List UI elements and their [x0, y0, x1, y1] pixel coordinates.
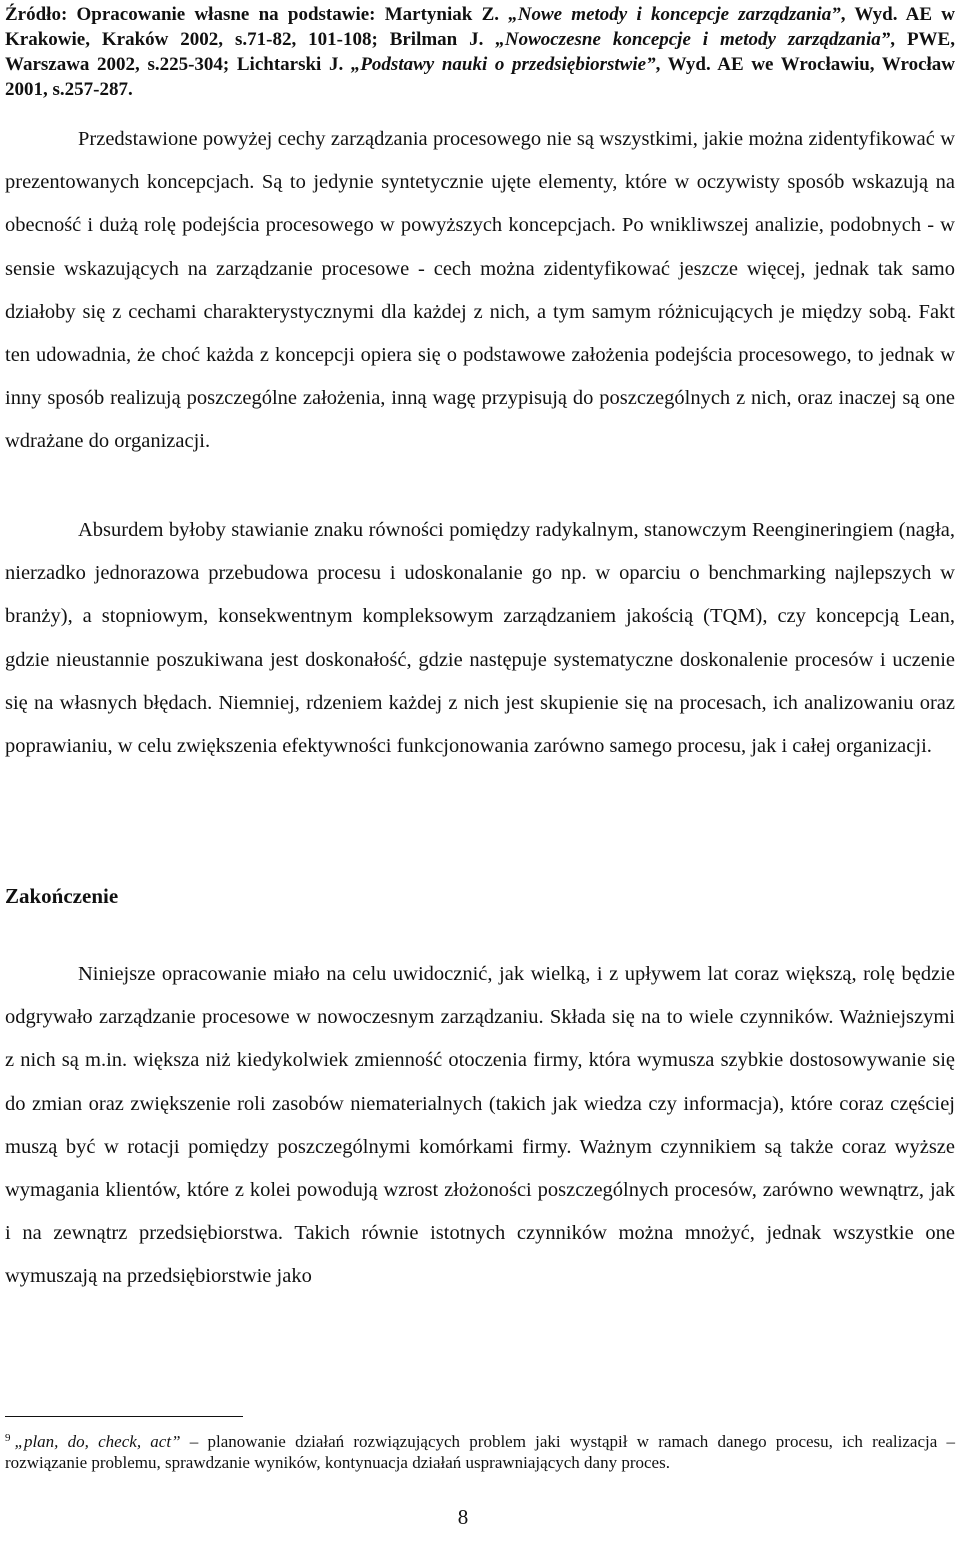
paragraph-conclusion: Niniejsze opracowanie miało na celu uwidocznić, jak wielką, i z upływem lat coraz większą, rolę będzie odgrywało zarządzanie procesowe w nowoczesnym zarządzaniu. Składa się na to wiele czynników. Ważniejszymi z nich są m.in. większa niż kiedykolwiek zmienność otoczenia firmy, która wymusza szybkie dostosowywanie się do zmian oraz zwiększenie roli zasobów niematerialnych (takich jak wiedza czy informacja), które coraz częściej muszą być w rotacji pomiędzy poszczególnymi komórkami firmy. Ważnym czynnikiem są także coraz wyższe wymagania klientów, które z kolei powodują wzrost złożoności poszczególnych procesów, zarówno wewnątrz, jak i na zewnątrz przedsiębiorstwa. Takich równie istotnych czynników można mnożyć, jednak wszystkie one wymuszają na przedsiębiorstwie jako — [5, 963, 955, 1288]
source-title-1: „Nowe metody i koncepcje zarządzania” — [508, 4, 841, 25]
source-title-2: „Nowoczesne koncepcje i metody zarządzania” — [495, 29, 891, 50]
source-note — [5, 2, 955, 102]
source-suffix: , Wyd. AE we Wrocławiu, Wrocław 2001, s.257-287. — [5, 54, 956, 100]
paragraph-process-features: Przedstawione powyżej cechy zarządzania procesowego nie są wszystkimi, jakie można zidentyfikować w prezentowanych koncepcjach. Są to jedynie syntetycznie ujęte elementy, które w oczywisty sposób wskazują na obecność i dużą rolę podejścia procesowego w powyższych koncepcjach. Po wnikliwszej analizie, podobnych - w sensie wskazujących na zarządzanie procesowe - cech można zidentyfikować jeszcze więcej, jednak tak samo działoby się z cechami charakterystycznymi dla każdej z nich, a tym samym różnicujących je między sobą. Fakt ten udowadnia, że choć każda z koncepcji opiera się o podstawowe założenia podejścia procesowego, to jednak w inny sposób realizują poszczególne założenia, inną wagę przypisują do poszczególnych z nich, oraz inaczej są one wdrażane do organizacji. — [5, 128, 955, 453]
footnote — [5, 1428, 955, 1473]
source-prefix: Źródło: Opracowanie własne na podstawie: Martyniak Z. — [5, 4, 509, 25]
footnote-term: „plan, do, check, act” — [14, 1432, 181, 1451]
footnote-divider — [5, 1416, 243, 1417]
footnote-text: – planowanie działań rozwiązujących problem jaki wystąpił w ramach danego procesu, ich realizacja – rozwiązanie problemu, sprawdzanie wyników, kontynuacja działań usprawniających dany proces. — [5, 1432, 955, 1472]
page-number: 8 — [457, 1505, 469, 1529]
section-heading-conclusion: Zakończenie — [5, 884, 119, 908]
source-title-3: „Podstawy nauki o przedsiębiorstwie” — [350, 54, 656, 75]
paragraph-concept-comparison: Absurdem byłoby stawianie znaku równości pomiędzy radykalnym, stanowczym Reengineringiem (nagła, nierzadko jednorazowa przebudowa procesu i udoskonalanie go np. w oparciu o benchmarking najlepszych w branży), a stopniowym, konsekwentnym kompleksowym zarządzaniem jakością (TQM), czy koncepcją Lean, gdzie nieustannie poszukiwana jest doskonałość, gdzie następuje systematyczne doskonalenie procesów i uczenie się na własnych błędach. Niemniej, rdzeniem każdej z nich jest skupienie się na procesach, ich analizowaniu oraz poprawianiu, w celu zwiększenia efektywności funkcjonowania zarówno samego procesu, jak i całej organizacji. — [5, 519, 955, 758]
footnote-number: 9 — [5, 1432, 11, 1444]
source-mid-1: , Wyd. AE w Krakowie, Kraków 2002, s.71-82, 101-108; Brilman J. — [5, 4, 955, 50]
source-mid-2: , PWE, Warszawa 2002, s.225-304; Lichtarski J. — [5, 29, 955, 75]
